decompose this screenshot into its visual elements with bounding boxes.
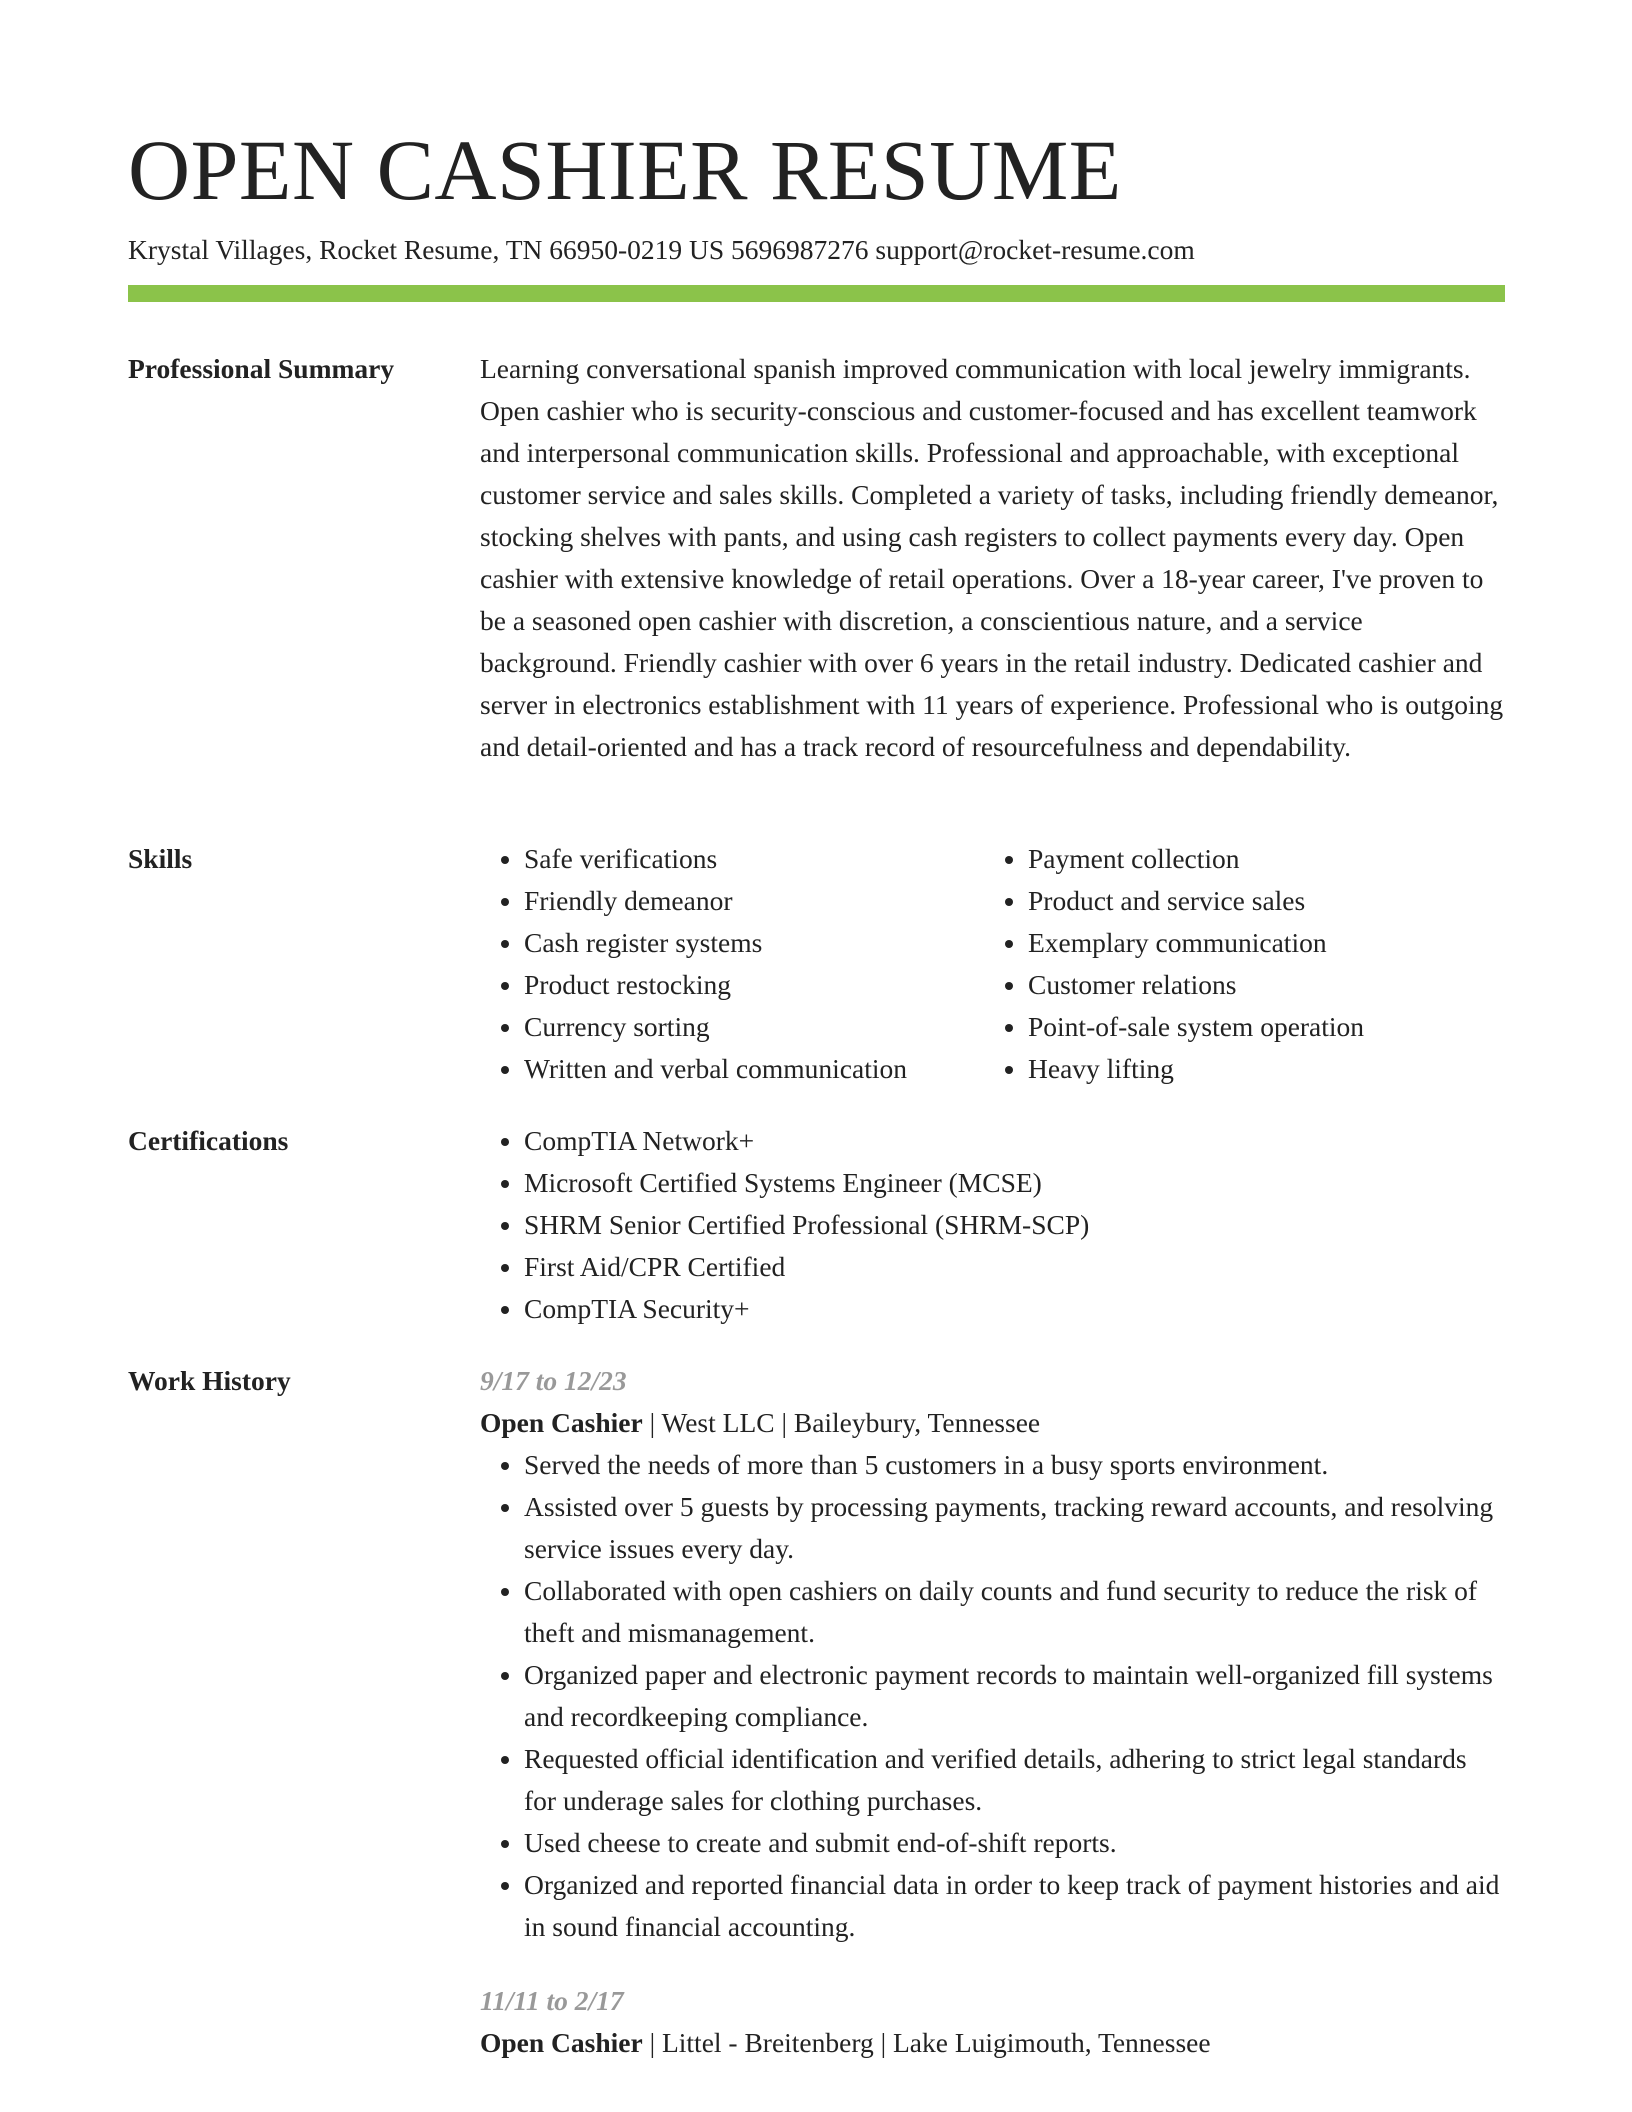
- skills-list-left: [480, 838, 984, 1090]
- skill-item: • Safe verifications: [524, 838, 984, 880]
- job-bullet: • Organized paper and electronic payment records to maintain well-organized fill systems and recordkeeping compliance.: [524, 1654, 1505, 1738]
- work-history-body: [480, 1360, 1505, 2064]
- certifications-body: [480, 1120, 1505, 1330]
- skill-item: • Currency sorting: [524, 1006, 984, 1048]
- job-title: Open Cashier: [480, 1407, 643, 1438]
- job-bullet: • Requested official identification and verified details, adhering to strict legal standards for underage sales for clothing purchases.: [524, 1738, 1505, 1822]
- job-bullet: • Organized and reported financial data in order to keep track of payment histories and aid in sound financial accounting.: [524, 1864, 1505, 1948]
- certification-item: • First Aid/CPR Certified: [524, 1246, 1505, 1288]
- skill-item: • Written and verbal communication: [524, 1048, 984, 1090]
- skill-item: • Exemplary communication: [1028, 922, 1364, 964]
- skills-columns: [480, 838, 1505, 1090]
- summary-body: [480, 348, 1505, 768]
- job-company-location: | Littel - Breitenberg | Lake Luigimouth, Tennessee: [642, 2027, 1211, 2058]
- skill-item: • Heavy lifting: [1028, 1048, 1364, 1090]
- work-history-label: Work History: [128, 1365, 291, 1396]
- job-bullet-list: [480, 1444, 1505, 1948]
- skills-list-right: [984, 838, 1364, 1090]
- job-bullet: • Collaborated with open cashiers on daily counts and fund security to reduce the risk of theft and mismanagement.: [524, 1570, 1505, 1654]
- job-heading: [480, 1402, 1505, 1444]
- skill-item: • Product restocking: [524, 964, 984, 1006]
- job-company-location: | West LLC | Baileybury, Tennessee: [642, 1407, 1041, 1438]
- skills-label: Skills: [128, 843, 193, 874]
- job-entry: [480, 1360, 1505, 1948]
- skill-item: • Point-of-sale system operation: [1028, 1006, 1364, 1048]
- summary-label: Professional Summary: [128, 353, 395, 384]
- certifications-label: Certifications: [128, 1125, 289, 1156]
- job-bullet: • Served the needs of more than 5 customers in a busy sports environment.: [524, 1444, 1505, 1486]
- certification-item: • SHRM Senior Certified Professional (SHRM-SCP): [524, 1204, 1505, 1246]
- summary-text: Learning conversational spanish improved communication with local jewelry immigrants. Open cashier who is security-conscious and customer-focused and has excellent teamwork and interpersonal communication skills. Professional and approachable, with exceptional customer service and sales skills. Completed a variety of tasks, including friendly demeanor, stocking shelves with pants, and using cash registers to collect payments every day. Open cashier with extensive knowledge of retail operations. Over a 18-year career, I've proven to be a seasoned open cashier with discretion, a conscientious nature, and a service background. Friendly cashier with over 6 years in the retail industry. Dedicated cashier and server in electronics establishment with 11 years of experience. Professional who is outgoing and detail-oriented and has a track record of resourcefulness and dependability.: [480, 353, 1504, 762]
- skill-item: • Customer relations: [1028, 964, 1364, 1006]
- job-heading: [480, 2022, 1505, 2064]
- certification-item: • CompTIA Security+: [524, 1288, 1505, 1330]
- job-entry: [480, 1980, 1505, 2064]
- skill-item: • Product and service sales: [1028, 880, 1364, 922]
- skill-item: • Payment collection: [1028, 838, 1364, 880]
- skill-item: • Friendly demeanor: [524, 880, 984, 922]
- job-title: Open Cashier: [480, 2027, 643, 2058]
- certification-item: • CompTIA Network+: [524, 1120, 1505, 1162]
- job-bullet: • Used cheese to create and submit end-of-shift reports.: [524, 1822, 1505, 1864]
- resume-title: OPEN CASHIER RESUME: [128, 122, 1122, 218]
- certification-item: • Microsoft Certified Systems Engineer (MCSE): [524, 1162, 1505, 1204]
- contact-line: Krystal Villages, Rocket Resume, TN 66950-0219 US 5696987276 support@rocket-resume.com: [128, 234, 1195, 265]
- skill-item: • Cash register systems: [524, 922, 984, 964]
- job-dates: 9/17 to 12/23: [480, 1365, 627, 1396]
- job-dates: 11/11 to 2/17: [480, 1985, 624, 2016]
- accent-divider: [128, 285, 1505, 302]
- job-bullet: • Assisted over 5 guests by processing payments, tracking reward accounts, and resolving service issues every day.: [524, 1486, 1505, 1570]
- certifications-list: [480, 1120, 1505, 1330]
